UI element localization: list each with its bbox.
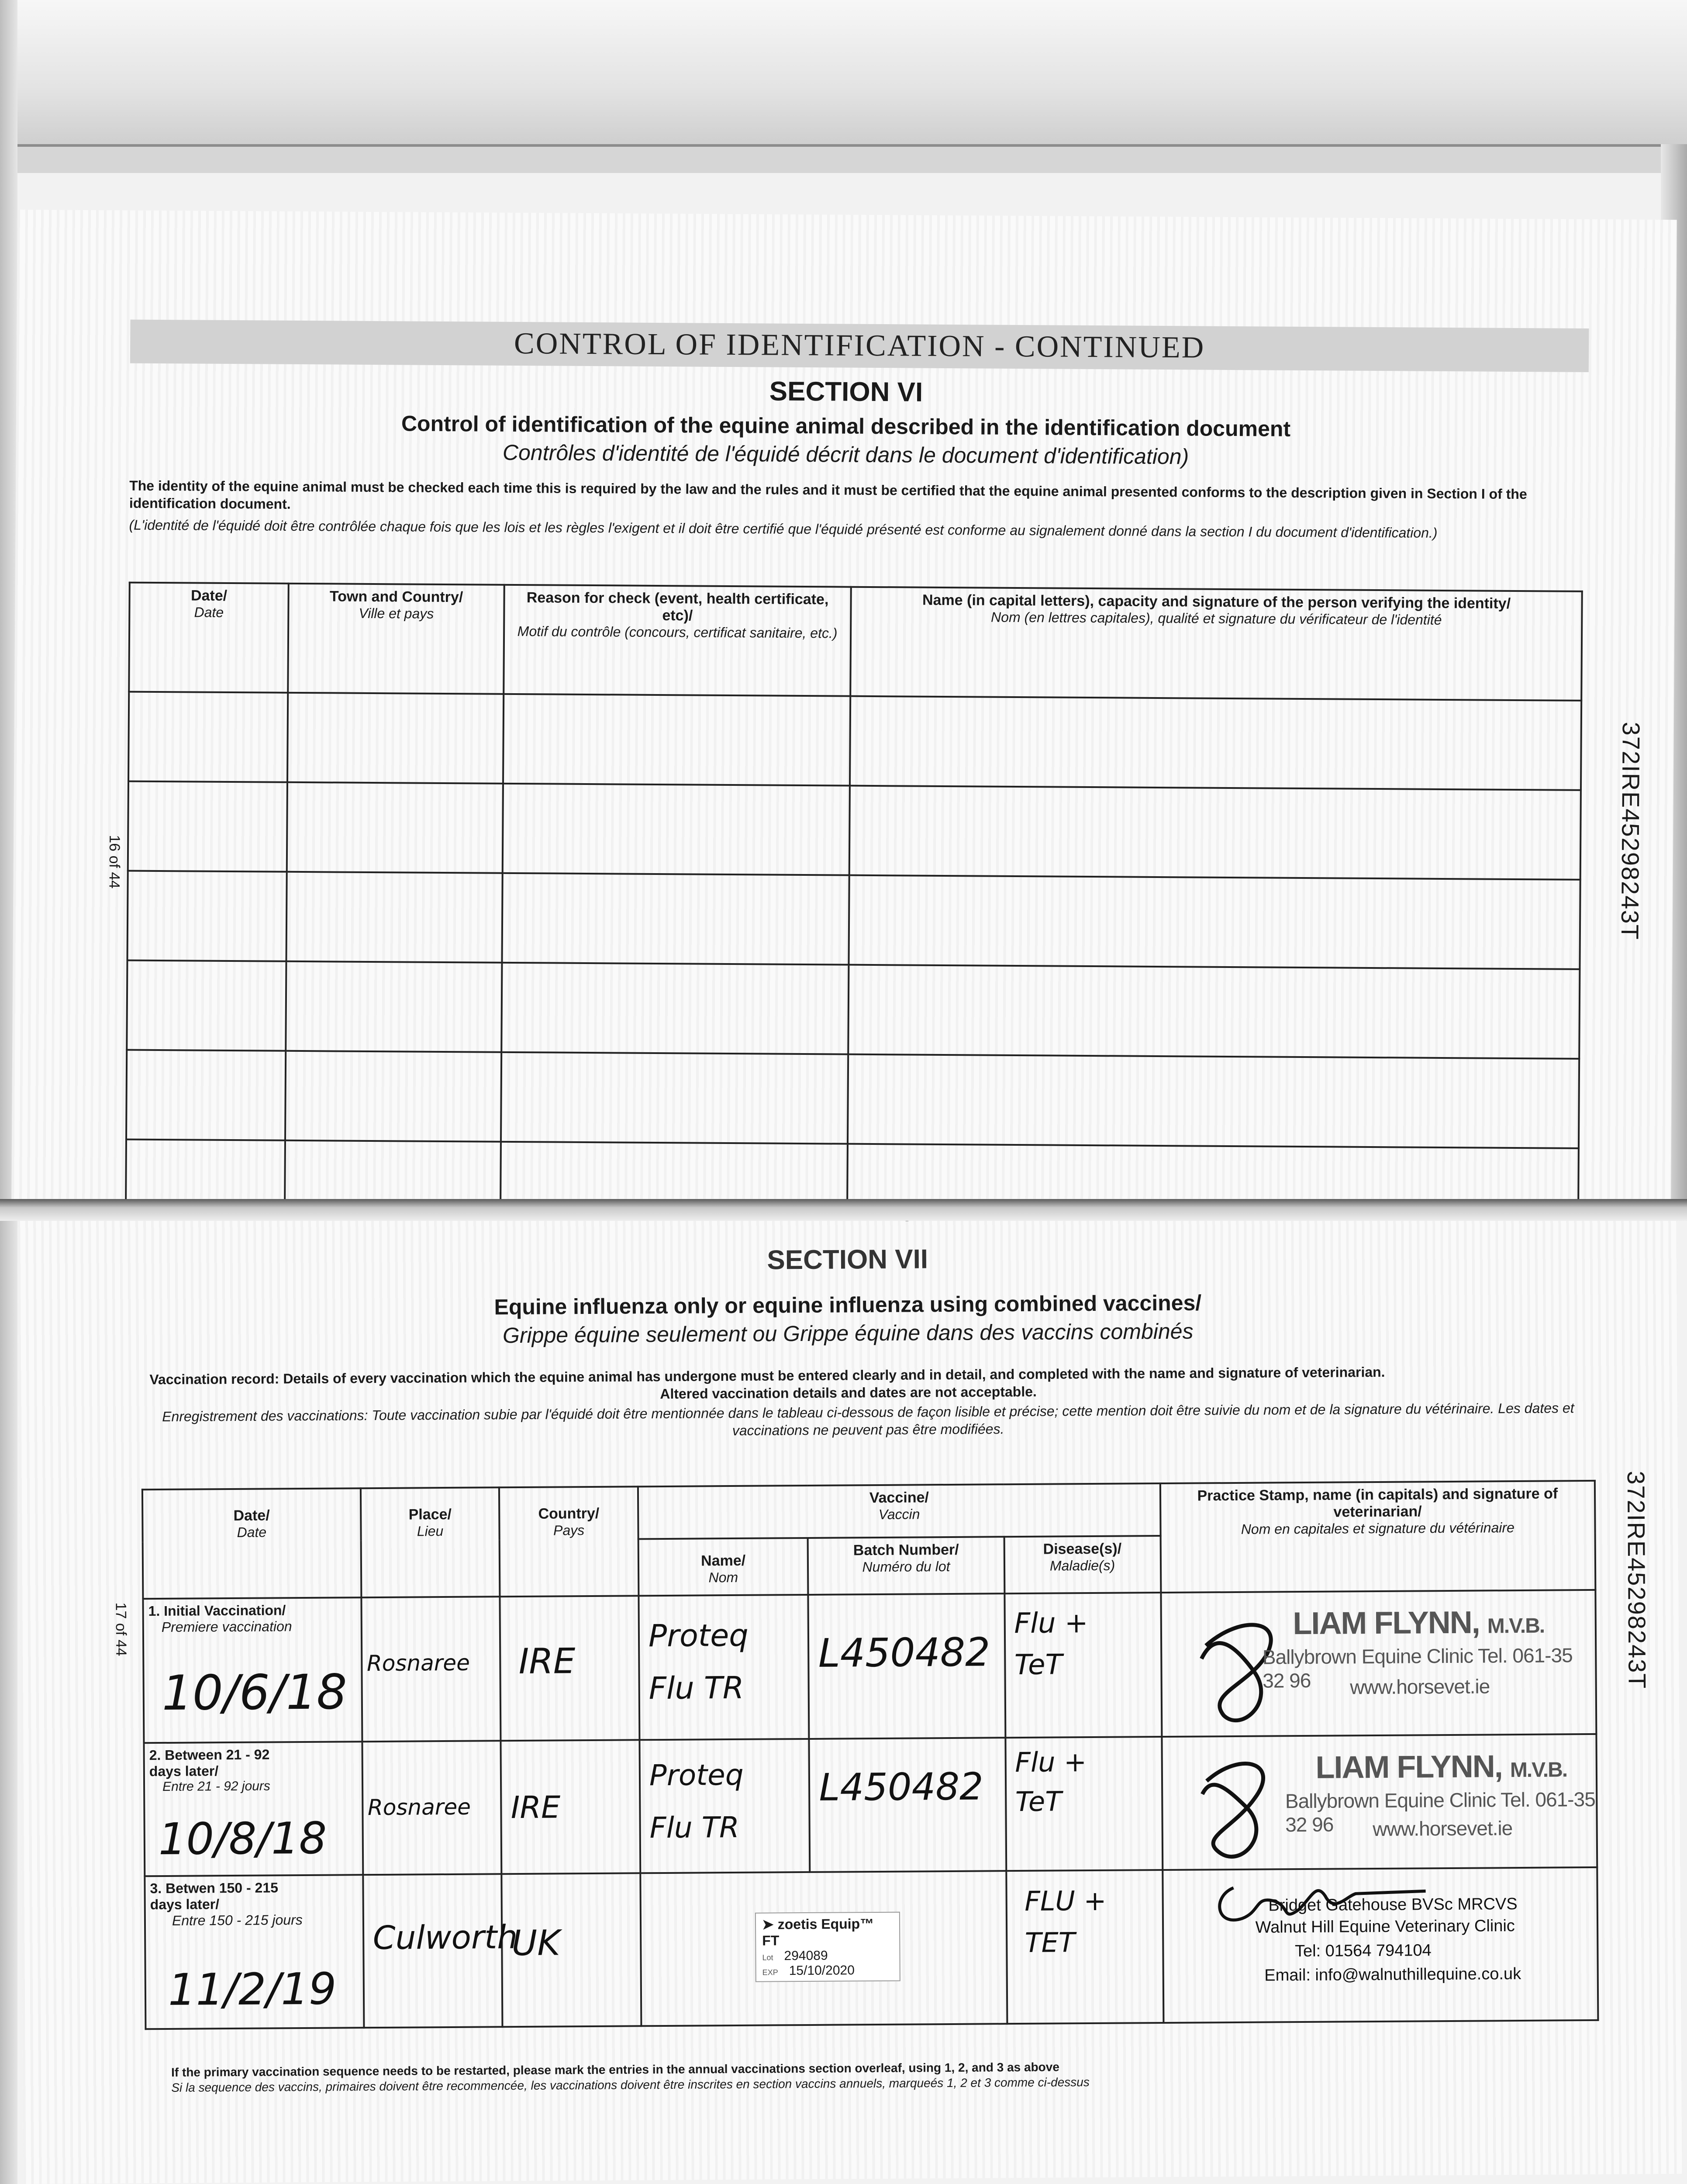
identification-check-table xyxy=(125,582,1583,1210)
vaccine-brand: ➤ zoetis Equip™ FT xyxy=(762,1916,874,1949)
batch-cell xyxy=(808,1593,1005,1739)
table-row xyxy=(128,781,1581,880)
signature-icon xyxy=(1180,1745,1294,1864)
page-number: 16 of 44 xyxy=(106,835,123,889)
instructions-fr: (L'identité de l'équidé doit être contrôlée chaque fois que les lois et les règles l'exigent et il doit être certifié que l'équidé présenté est conforme au signalement donné dans la section I du document d'identification.) xyxy=(129,517,1438,541)
passport-cover-edge xyxy=(0,144,1687,173)
handwritten-date: 10/8/18 xyxy=(158,1812,327,1865)
handwritten-date: 10/6/18 xyxy=(162,1664,348,1721)
cell xyxy=(503,784,850,875)
vet-stamp-website: www.horsevet.ie xyxy=(1350,1675,1490,1699)
col-date: Date/ Date xyxy=(142,1488,361,1599)
batch-cell xyxy=(809,1738,1006,1872)
cell xyxy=(849,875,1580,969)
handwritten-country: UK xyxy=(511,1922,560,1964)
document-id: 372IRE45298243T xyxy=(1616,722,1645,940)
cell xyxy=(502,873,849,965)
vaccination-table xyxy=(141,1480,1599,2030)
cell xyxy=(285,1051,501,1142)
disease-cell xyxy=(1006,1870,1163,2024)
disease-cell xyxy=(1005,1737,1163,1871)
cell xyxy=(286,961,502,1052)
instructions-en: The identity of the equine animal must be checked each time this is required by the law and the rules and it must be certified that the equine animal presented conforms to the description given in Section I of the identification document. xyxy=(129,477,1527,512)
row-label-fr: Entre 150 - 215 jours xyxy=(172,1912,303,1928)
stamp-cell xyxy=(1163,1867,1598,2023)
country-cell xyxy=(501,1740,640,1874)
handwritten-country: IRE xyxy=(518,1641,576,1682)
handwritten-place: Culworth xyxy=(373,1918,518,1957)
section-number: SECTION VII xyxy=(767,1244,928,1275)
cell xyxy=(500,1142,848,1205)
handwritten-vaccine-name: Proteq Flu TR xyxy=(648,1617,749,1707)
col-date: Date/ Date xyxy=(129,583,289,693)
page-number: 17 of 44 xyxy=(112,1602,130,1656)
table-row xyxy=(128,692,1581,790)
handwritten-batch: L450482 xyxy=(818,1629,990,1676)
handwritten-place: Rosnaree xyxy=(366,1650,470,1676)
cell xyxy=(128,871,287,961)
place-cell xyxy=(363,1874,518,2028)
handwritten-vaccine-name: Proteq Flu TR xyxy=(649,1758,744,1845)
vaccination-instructions-fr: Enregistrement des vaccinations: Toute vaccination subie par l'équidé doit être mentionnée dans le tableau ci-dessous de façon lisible et précise; cette mention doit être suivie du nom et de la signature du vétérinaire. Les dates et vaccinations ne peuvent pas être modifiées. xyxy=(162,1400,1574,1439)
page-fold-shadow xyxy=(0,1199,1687,1221)
section-banner xyxy=(130,320,1589,372)
cell xyxy=(126,1140,285,1202)
vet-stamp-phone: Tel: 01564 794104 xyxy=(1294,1941,1432,1961)
country-cell xyxy=(502,1873,642,2027)
page-17 xyxy=(17,1200,1683,2184)
vaccination-row-1 xyxy=(143,1590,1596,1743)
vet-stamp-email: Email: info@walnuthillequine.co.uk xyxy=(1264,1965,1521,1985)
footnote-en: If the primary vaccination sequence needs to be restarted, please mark the entries in the annual vaccinations section overleaf, using 1, 2, and 3 as above xyxy=(171,2060,1059,2079)
place-cell xyxy=(362,1741,501,1875)
row-label: 2. Between 21 - 92 days later/ xyxy=(149,1746,270,1780)
place-cell xyxy=(361,1597,501,1742)
row-label-fr: Premiere vaccination xyxy=(161,1618,292,1635)
cell xyxy=(128,692,288,782)
table-row xyxy=(126,1050,1579,1148)
col-vaccine-name: Name/ Nom xyxy=(638,1538,808,1596)
cell xyxy=(126,1050,286,1140)
cell xyxy=(848,1054,1579,1148)
date-cell xyxy=(145,1875,364,2029)
subtitle-en: Control of identification of the equine animal described in the identification document xyxy=(401,411,1291,441)
stamp-cell xyxy=(1161,1590,1596,1737)
subtitle-fr: Contrôles d'identité de l'équidé décrit dans le document d'identification) xyxy=(502,440,1189,469)
footnote-fr: Si la sequence des vaccins, primaires doivent être recommencée, les vaccinations doivent être inscrites en section vaccins annuels, marqueés 1, 2 et 3 comme ci-dessus xyxy=(171,2075,1090,2094)
cell xyxy=(503,694,850,786)
cell xyxy=(285,1140,501,1203)
col-town-country: Town and Country/ Ville et pays xyxy=(288,584,504,694)
cell xyxy=(287,693,504,784)
vet-stamp-name: Bridget Gatehouse BVSc MRCVS xyxy=(1268,1895,1518,1915)
vet-stamp-name: LIAM FLYNN, M.V.B. xyxy=(1315,1749,1567,1785)
handwritten-place: Rosnaree xyxy=(367,1794,471,1821)
vaccine-name-cell xyxy=(638,1595,809,1740)
section-number: SECTION VI xyxy=(769,376,923,408)
document-id: 372IRE45298243T xyxy=(1622,1471,1651,1690)
vaccine-label-cell xyxy=(640,1871,1007,2026)
vet-stamp-name: LIAM FLYNN, M.V.B. xyxy=(1293,1605,1545,1641)
table-row xyxy=(128,871,1580,969)
cell xyxy=(849,786,1581,880)
stamp-cell xyxy=(1162,1734,1597,1870)
vaccine-lot: Lot 294089 xyxy=(762,1948,828,1963)
cell xyxy=(128,781,287,872)
cell xyxy=(287,782,503,873)
cell xyxy=(850,696,1581,790)
cell xyxy=(286,872,502,963)
vaccination-row-3 xyxy=(145,1867,1598,2029)
col-reason: Reason for check (event, health certificate, etc)/ Motif du contrôle (concours, certificat sanitaire, etc.) xyxy=(504,585,851,696)
scanner-background xyxy=(0,0,1687,144)
cell xyxy=(127,961,286,1051)
col-practice-stamp: Practice Stamp, name (in capitals) and signature of veterinarian/ Nom en capitales et signature du vétérinaire xyxy=(1160,1481,1595,1593)
row-label: 1. Initial Vaccination/ xyxy=(148,1602,286,1619)
vet-stamp-clinic: Walnut Hill Equine Veterinary Clinic xyxy=(1255,1917,1515,1937)
vet-stamp-clinic: Ballybrown Equine Clinic Tel. 061-35 32 96 xyxy=(1262,1644,1573,1692)
vaccination-instructions-en: Vaccination record: Details of every vaccination which the equine animal has undergone must be entered clearly and in detail, and completed with the name and signature of veterinarian. xyxy=(149,1364,1385,1388)
vaccination-row-2 xyxy=(144,1734,1597,1876)
vaccination-warning: Altered vaccination details and dates are not acceptable. xyxy=(660,1383,1037,1402)
row-label: 3. Betwen 150 - 215 days later/ xyxy=(150,1880,279,1913)
handwritten-batch: L450482 xyxy=(819,1765,984,1810)
handwritten-country: IRE xyxy=(511,1789,561,1826)
subtitle-en: Equine influenza only or equine influenza using combined vaccines/ xyxy=(494,1290,1202,1320)
handwritten-disease: Flu + TeT xyxy=(1014,1607,1088,1682)
col-country: Country/ Pays xyxy=(499,1486,638,1597)
page-16 xyxy=(11,210,1677,1211)
vaccine-expiry: EXP 15/10/2020 xyxy=(762,1963,855,1978)
col-vaccine: Vaccine/ Vaccin xyxy=(638,1483,1160,1539)
row-label-fr: Entre 21 - 92 jours xyxy=(162,1779,270,1794)
country-cell xyxy=(500,1596,640,1741)
handwritten-disease: FLU + TET xyxy=(1025,1884,1107,1959)
zoetis-logo-icon: ➤ xyxy=(762,1916,778,1932)
table-row xyxy=(127,961,1580,1059)
banner-title: CONTROL OF IDENTIFICATION - CONTINUED xyxy=(514,326,1205,365)
cell xyxy=(848,965,1580,1059)
col-place: Place/ Lieu xyxy=(361,1487,500,1597)
date-cell xyxy=(144,1742,363,1876)
vet-stamp-clinic: Ballybrown Equine Clinic Tel. 061-35 32 96 xyxy=(1285,1787,1595,1836)
vaccine-sticker-label xyxy=(755,1912,900,1982)
cell xyxy=(501,963,849,1054)
col-verifier: Name (in capital letters), capacity and signature of the person verifying the identity/ Nom (en lettres capitales), qualité et signature du vérificateur de l'identité xyxy=(850,587,1582,701)
handwritten-disease: Flu + TeT xyxy=(1015,1746,1087,1818)
handwritten-date: 11/2/19 xyxy=(168,1963,337,2015)
vaccine-name-cell xyxy=(639,1739,810,1873)
subtitle-fr: Grippe équine seulement ou Grippe équine dans des vaccins combinés xyxy=(502,1319,1194,1348)
vet-stamp-website: www.horsevet.ie xyxy=(1373,1817,1513,1841)
date-cell xyxy=(143,1597,362,1743)
cell xyxy=(501,1052,848,1144)
col-diseases: Disease(s)/ Maladie(s) xyxy=(1004,1536,1161,1593)
disease-cell xyxy=(1004,1593,1162,1738)
col-batch-number: Batch Number/ Numéro du lot xyxy=(808,1537,1004,1595)
